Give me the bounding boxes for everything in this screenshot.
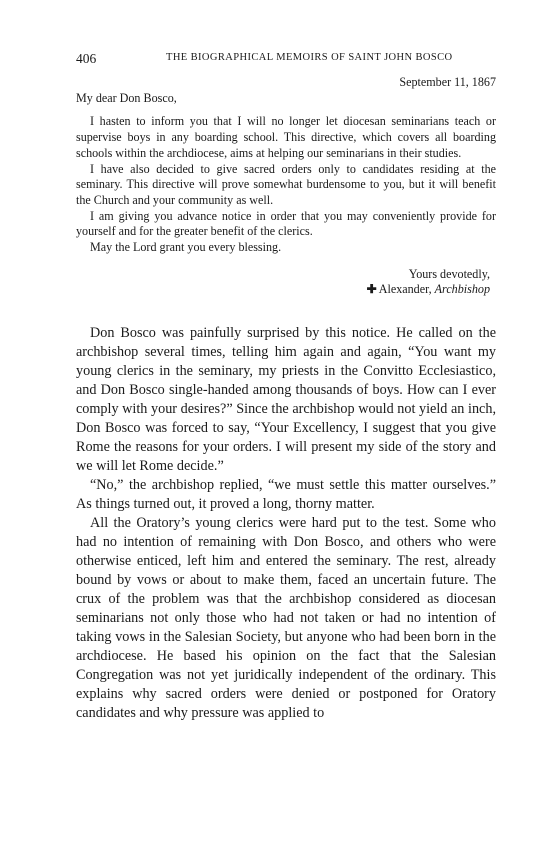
letter-closing [76, 267, 496, 298]
letter-paragraph: I have also decided to give sacred orders only to candidates residing at the seminary. This directive will prove somewhat burdensome to you, but it will benefit the Church and your community as well. [76, 161, 496, 207]
letter-date: September 11, 1867 [399, 75, 496, 89]
body-paragraph: All the Oratory’s young clerics were hard put to the test. Some who had no intention of remaining with Don Bosco, and others who were otherwise enticed, left him and entered the seminary. The rest, already bound by vows or about to make them, faced an uncertain future. The crux of the problem was that the archbishop considered as diocesan seminarians not only those who had not taken or had no intention of taking vows in the Salesian Society, but anyone who had been born in the archdiocese. He based his opinion on the fact that the Salesian Congregation was not yet juridically independent of the ordinary. This explains why sacred orders were denied or postponed for Oratory candidates and why pressure was applied to [76, 515, 496, 722]
closing-phrase: Yours devotedly, [408, 266, 490, 281]
letter-salutation: My dear Don Bosco, [76, 90, 177, 105]
signature-title: Archbishop [434, 282, 490, 297]
archbishop-letter [76, 75, 496, 298]
signature-name: Alexander, [378, 282, 435, 297]
cross-icon: ✚ [366, 282, 377, 297]
letter-paragraph: I am giving you advance notice in order that you may conveniently provide for yourself and for the greater benefit of the clerics. [76, 208, 496, 239]
running-head: THE BIOGRAPHICAL MEMOIRS OF SAINT JOHN BOSCO [166, 52, 453, 63]
letter-signature [76, 282, 490, 298]
book-page [76, 51, 496, 723]
body-paragraph: Don Bosco was painfully surprised by this notice. He called on the archbishop several times, telling him again and again, “You want my young clerics in the seminary, my priests in the Convitto Ecclesiastico, and Don Bosco single-handed among thousands of boys. How can I ever comply with your desires?” Since the archbishop would not yield an inch, Don Bosco was forced to say, “Your Excellency, I suggest that you give Rome the reasons for your orders. I will present my side of the story and we will let Rome decide.” [76, 325, 496, 475]
narrative-text [76, 324, 496, 723]
page-number: 406 [76, 51, 97, 66]
body-paragraph: “No,” the archbishop replied, “we must settle this matter ourselves.” As things turned out, it proved a long, thorny matter. [76, 477, 496, 513]
letter-paragraph: May the Lord grant you every blessing. [90, 240, 282, 255]
letter-paragraph: I hasten to inform you that I will no longer let diocesan seminarians teach or supervise boys in any boarding school. This directive, which covers all boarding schools within the archdiocese, aims at helping our seminarians in their studies. [76, 114, 496, 160]
page-header [76, 51, 496, 69]
